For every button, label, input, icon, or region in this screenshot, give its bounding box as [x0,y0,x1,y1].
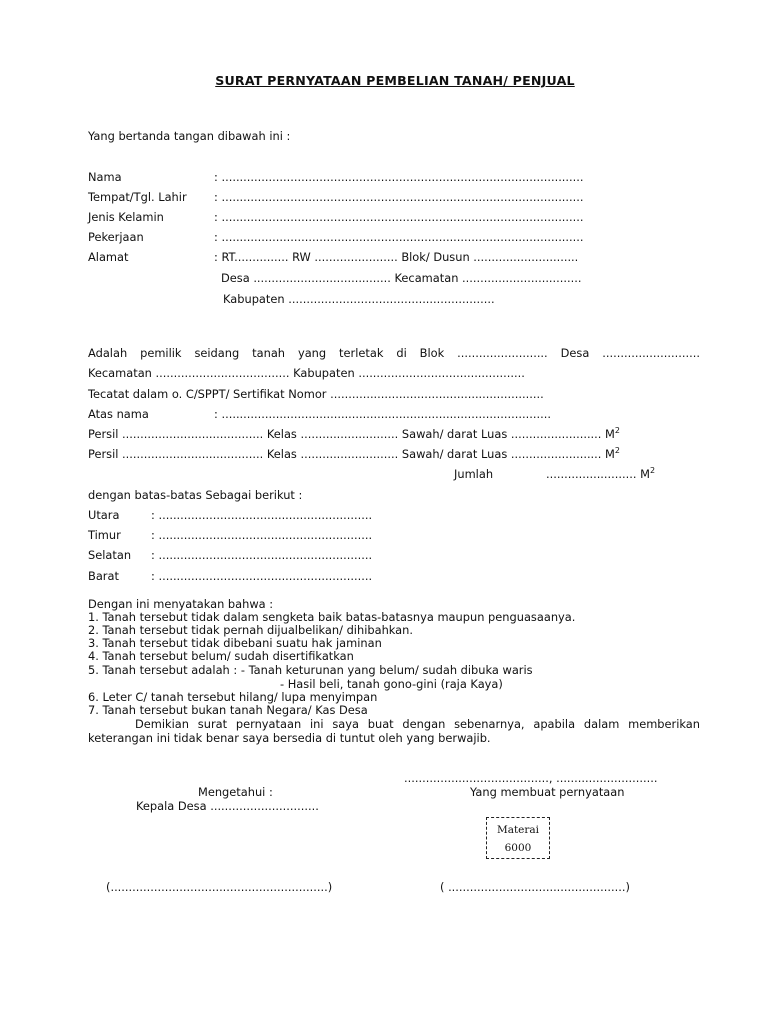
yang-membuat-label: Yang membuat pernyataan [470,785,625,799]
field-label-pekerjaan: Pekerjaan [88,230,144,244]
boundary-label-selatan: Selatan [88,548,132,562]
statement-item: 2. Tanah tersebut tidak pernah dijualbelikan/ dihibahkan. [88,623,414,637]
signature-right: ( .................................................) [440,880,630,894]
materai-label: Materai [496,824,540,836]
statement-item: 4. Tanah tersebut belum/ sudah disertifikatkan [88,649,354,663]
field-label-alamat: Alamat [88,250,129,264]
field-value-atas-nama: : ........................................................................................... [214,407,551,421]
place-date: ........................................, ............................ [404,771,658,785]
closing-line-2: keterangan ini tidak benar saya bersedia di tuntut oleh yang berwajib. [88,731,491,745]
address-line-desa: Desa ...................................... Kecamatan ................................. [221,271,582,285]
signature-left: (............................................................) [106,880,333,894]
boundary-label-barat: Barat [88,569,119,583]
certificate-line: Tecatat dalam o. C/SPPT/ Sertifikat Nomor ........................................................... [88,387,544,401]
boundaries-intro: dengan batas-batas Sebagai berikut : [88,488,303,502]
persil-line-1: Persil ....................................... Kelas ........................... Sawah/ darat Luas ......................... $M^2$ [88,426,620,441]
boundary-label-timur: Timur [88,528,121,542]
boundary-value-barat: : ........................................................... [151,569,373,583]
statement-item: 5. Tanah tersebut adalah : - Tanah keturunan yang belum/ sudah dibuka waris [88,663,533,677]
field-label-tempat-tgl-lahir: Tempat/Tgl. Lahir [88,190,187,204]
statements-intro: Dengan ini menyatakan bahwa : [88,597,274,611]
boundary-value-selatan: : ........................................................... [151,548,373,562]
statement-item: 6. Leter C/ tanah tersebut hilang/ lupa menyimpan [88,690,378,704]
materai-stamp-box [486,817,550,859]
materai-value: 6000 [504,842,532,854]
statement-item: 1. Tanah tersebut tidak dalam sengketa baik batas-batasnya maupun penguasaanya. [88,610,576,624]
boundary-label-utara: Utara [88,508,120,522]
address-line-kabupaten: Kabupaten ......................................................... [223,292,495,306]
field-value-pekerjaan: : .................................................................................................... [214,230,584,244]
field-label-jenis-kelamin: Jenis Kelamin [88,210,164,224]
statement-subitem: - Hasil beli, tanah gono-gini (raja Kaya) [280,677,503,691]
field-value-nama: : .................................................................................................... [214,170,584,184]
persil-line-2: Persil ....................................... Kelas ........................... Sawah/ darat Luas ......................... $M^2$ [88,446,620,461]
kepala-desa-label: Kepala Desa .............................. [136,799,319,813]
owner-kecamatan-line: Kecamatan ..................................... Kabupaten .............................................. [88,366,525,380]
boundary-value-utara: : ........................................................... [151,508,373,522]
jumlah-label: Jumlah [454,467,494,481]
field-value-alamat: : RT............... RW ....................... Blok/ Dusun ............................. [214,250,579,264]
field-value-jenis-kelamin: : .................................................................................................... [214,210,584,224]
boundary-value-timur: : ........................................................... [151,528,373,542]
statement-item: 7. Tanah tersebut bukan tanah Negara/ Kas Desa [88,703,368,717]
jumlah-value: ......................... $M^2$ [546,466,656,481]
statement-item: 3. Tanah tersebut tidak dibebani suatu hak jaminan [88,636,382,650]
owner-location-line: Adalah pemilik seidang tanah yang terletak di Blok ......................... Desa ........................... [88,346,700,360]
letter-title: SURAT PERNYATAAN PEMBELIAN TANAH/ PENJUAL [215,73,575,88]
field-label-atas-nama: Atas nama [88,407,149,421]
field-label-nama: Nama [88,170,122,184]
mengetahui-label: Mengetahui : [198,785,273,799]
closing-line-1: Demikian surat pernyataan ini saya buat dengan sebenarnya, apabila dalam memberikan [135,717,700,731]
field-value-tempat-tgl-lahir: : .................................................................................................... [214,190,584,204]
intro-text: Yang bertanda tangan dibawah ini : [88,129,291,143]
